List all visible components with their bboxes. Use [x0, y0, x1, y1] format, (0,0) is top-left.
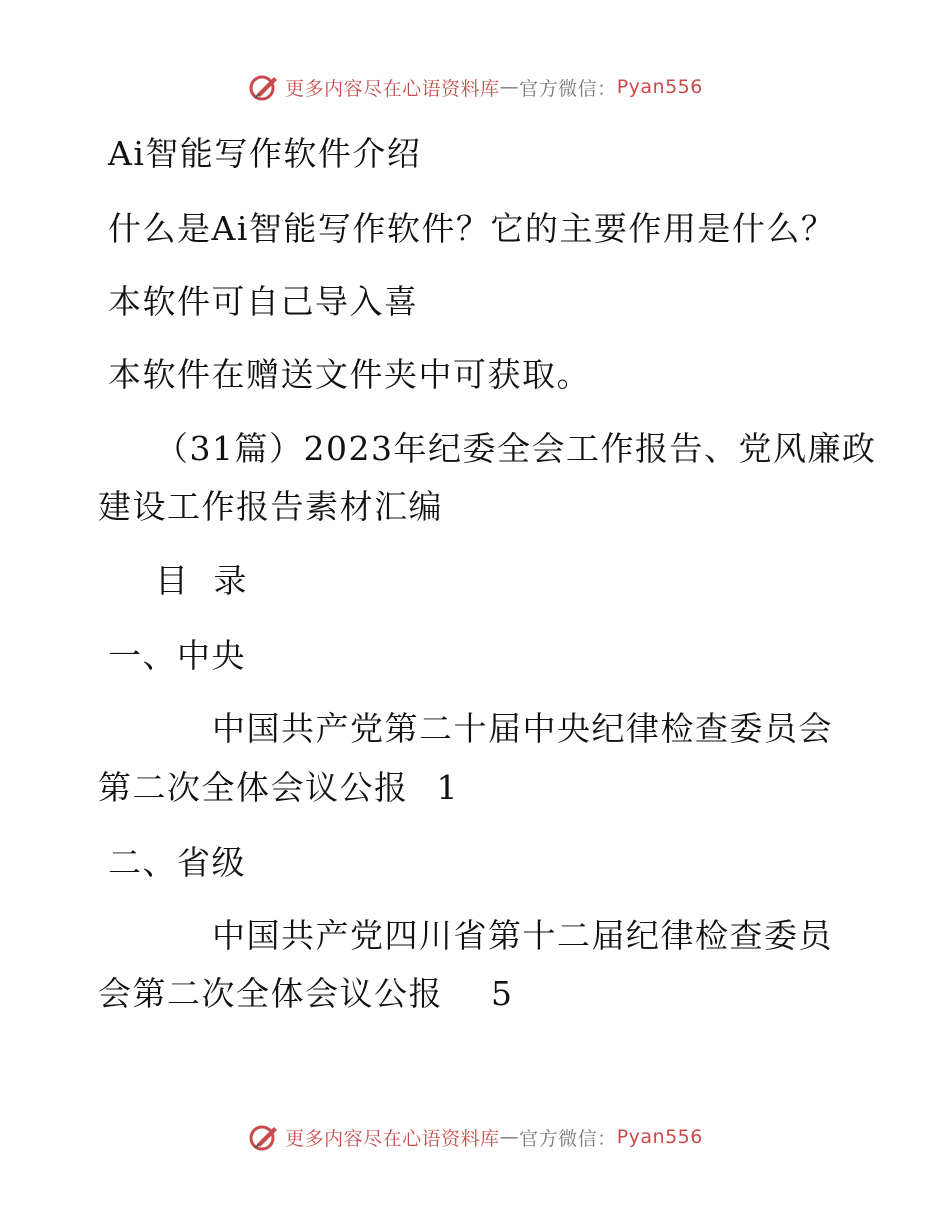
watermark-wechat-id: Pyan556 — [616, 76, 703, 98]
toc-entry-central-page: 1 — [436, 768, 459, 807]
intro-title: Ai智能写作软件介绍 — [108, 134, 422, 173]
toc-entry-central-line2 — [98, 762, 459, 809]
intro-get-note: 本软件在赠送文件夹中可获取。 — [108, 355, 591, 394]
toc-section-provincial: 二、省级 — [108, 843, 246, 882]
toc-entry-central-line1: 中国共产党第二十届中央纪律检查委员会 — [212, 709, 833, 748]
watermark-wechat-id: Pyan556 — [616, 1126, 703, 1148]
watermark-official-label: 官方微信： — [519, 77, 617, 100]
watermark-official-label: 官方微信： — [519, 1127, 617, 1150]
toc-entry-provincial-line2 — [98, 968, 514, 1015]
doc-title-line1: （31篇）2023年纪委全会工作报告、党风廉政 — [155, 429, 877, 468]
header-watermark — [0, 72, 950, 102]
watermark-main-text: 更多内容尽在心语资料库 — [285, 77, 500, 100]
feather-pen-logo-icon — [247, 72, 281, 102]
intro-import-note: 本软件可自己导入喜 — [108, 282, 419, 321]
toc-entry-provincial-title: 会第二次全体会议公报 — [98, 974, 443, 1013]
toc-section-central: 一、中央 — [108, 636, 246, 675]
toc-entry-central-title: 第二次全体会议公报 — [98, 768, 409, 807]
toc-entry-provincial-page: 5 — [491, 974, 514, 1013]
feather-pen-logo-icon — [247, 1122, 281, 1152]
intro-question: 什么是Ai智能写作软件？它的主要作用是什么？ — [108, 209, 836, 248]
toc-entry-provincial-line1: 中国共产党四川省第十二届纪律检查委员 — [212, 916, 833, 955]
watermark-separator: — — [499, 1126, 520, 1148]
footer-watermark — [0, 1122, 950, 1152]
watermark-separator: — — [499, 76, 520, 98]
watermark-main-text: 更多内容尽在心语资料库 — [285, 1127, 500, 1150]
toc-heading: 目 录 — [155, 561, 248, 600]
doc-title-line2: 建设工作报告素材汇编 — [98, 487, 443, 526]
